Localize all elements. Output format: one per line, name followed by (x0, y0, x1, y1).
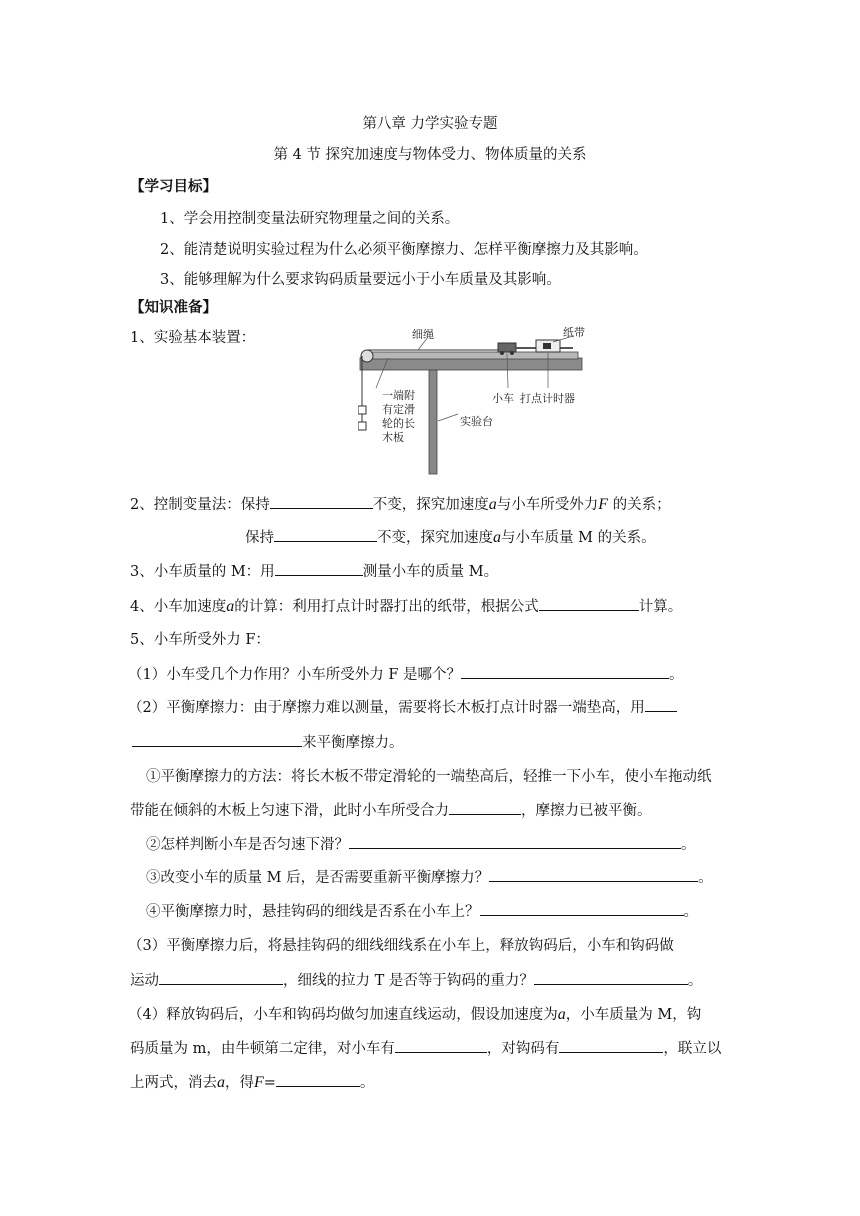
goals-heading: 【学习目标】 (130, 178, 217, 195)
label-table: 实验台 (460, 415, 493, 428)
table-leg (429, 370, 437, 474)
prep-heading: 【知识准备】 (130, 299, 217, 316)
question-1: 1、实验基本装置： (130, 330, 256, 346)
answer-blank[interactable] (132, 732, 302, 747)
sub-question-1: （1）小车受几个力作用？小车所受外力 F 是哪个？ 。 (128, 664, 684, 685)
answer-blank[interactable] (489, 867, 698, 882)
answer-blank[interactable] (274, 527, 377, 542)
label-board-1: 一端附 (382, 389, 415, 402)
hook-weight-1 (358, 406, 366, 414)
answer-blank[interactable] (534, 970, 688, 985)
answer-blank[interactable] (449, 800, 521, 815)
label-board-3: 轮的长 (382, 417, 415, 430)
question-2: 2、控制变量法：保持 不变，探究加速度a与小车所受外力F 的关系； (130, 496, 671, 513)
question-4: 4、小车加速度a的计算：利用打点计时器打出的纸带，根据公式 计算。 (130, 598, 683, 615)
sub-question-3: （3）平衡摩擦力后，将悬挂钩码的细线细线系在小车上，释放钩码后，小车和钩码做 (128, 938, 674, 954)
goal-item-2: 2、能清楚说明实验过程为什么必须平衡摩擦力、怎样平衡摩擦力及其影响。 (160, 242, 648, 258)
section-title: 第 4 节 探究加速度与物体受力、物体质量的关系 (273, 147, 587, 163)
label-cart: 小车 (492, 392, 514, 405)
goal-item-3: 3、能够理解为什么要求钩码质量要远小于小车质量及其影响。 (160, 272, 561, 288)
item-circled-2: ②怎样判断小车是否匀速下滑？ 。 (146, 834, 696, 855)
sub-question-3-cont: 运动 ，细线的拉力 T 是否等于钩码的重力？ 。 (130, 970, 702, 991)
table-top (360, 358, 582, 370)
item-circled-3: ③改变小车的质量 M 后，是否需要重新平衡摩擦力？ 。 (146, 867, 713, 888)
label-timer: 打点计时器 (520, 392, 575, 405)
label-board-4: 木板 (382, 431, 404, 444)
sub-question-4-cont: 码质量为 m，由牛顿第二定律，对小车有 ，对钩码有 ，联立以 (130, 1038, 721, 1059)
answer-blank[interactable] (276, 1072, 360, 1087)
answer-blank[interactable] (539, 596, 639, 611)
item-circled-1: ①平衡摩擦力的方法：将长木板不带定滑轮的一端垫高后，轻推一下小车，使小车拖动纸 (146, 769, 712, 785)
item-circled-1-cont: 带能在倾斜的木板上匀速下滑，此时小车所受合力 ，摩擦力已被平衡。 (130, 800, 652, 821)
answer-blank[interactable] (461, 664, 669, 679)
label-rope: 细绳 (412, 328, 434, 341)
apparatus-diagram (358, 326, 598, 476)
question-2b: 保持 不变，探究加速度a与小车质量 M 的关系。 (245, 529, 656, 546)
sub-question-4: （4）释放钩码后，小车和钩码均做匀加速直线运动，假设加速度为a，小车质量为 M，钩 (128, 1006, 702, 1023)
answer-blank[interactable] (275, 561, 363, 576)
answer-blank[interactable] (159, 970, 283, 985)
answer-blank[interactable] (645, 697, 677, 712)
item-circled-4: ④平衡摩擦力时，悬挂钩码的细线是否系在小车上？ 。 (146, 901, 698, 922)
chapter-title: 第八章 力学实验专题 (362, 116, 498, 132)
answer-blank[interactable] (480, 901, 684, 916)
goal-item-1: 1、学会用控制变量法研究物理量之间的关系。 (160, 211, 460, 227)
sub-question-2-cont: 来平衡摩擦力。 (132, 732, 404, 753)
hook-weight-2 (358, 422, 366, 430)
long-board (364, 352, 578, 359)
answer-blank[interactable] (270, 494, 373, 509)
sub-question-4-end: 上两式，消去a，得F= 。 (130, 1074, 375, 1091)
cart (498, 343, 516, 352)
sub-question-2: （2）平衡摩擦力：由于摩擦力难以测量，需要将长木板打点计时器一端垫高，用 (128, 697, 677, 718)
answer-blank[interactable] (395, 1038, 487, 1053)
question-3: 3、小车质量的 M：用 测量小车的质量 M。 (130, 561, 498, 582)
answer-blank[interactable] (349, 834, 681, 849)
label-tape: 纸带 (563, 326, 585, 339)
question-5: 5、小车所受外力 F： (130, 632, 270, 648)
pulley (361, 350, 373, 362)
answer-blank[interactable] (559, 1038, 663, 1053)
label-board-2: 有定滑 (382, 403, 415, 416)
